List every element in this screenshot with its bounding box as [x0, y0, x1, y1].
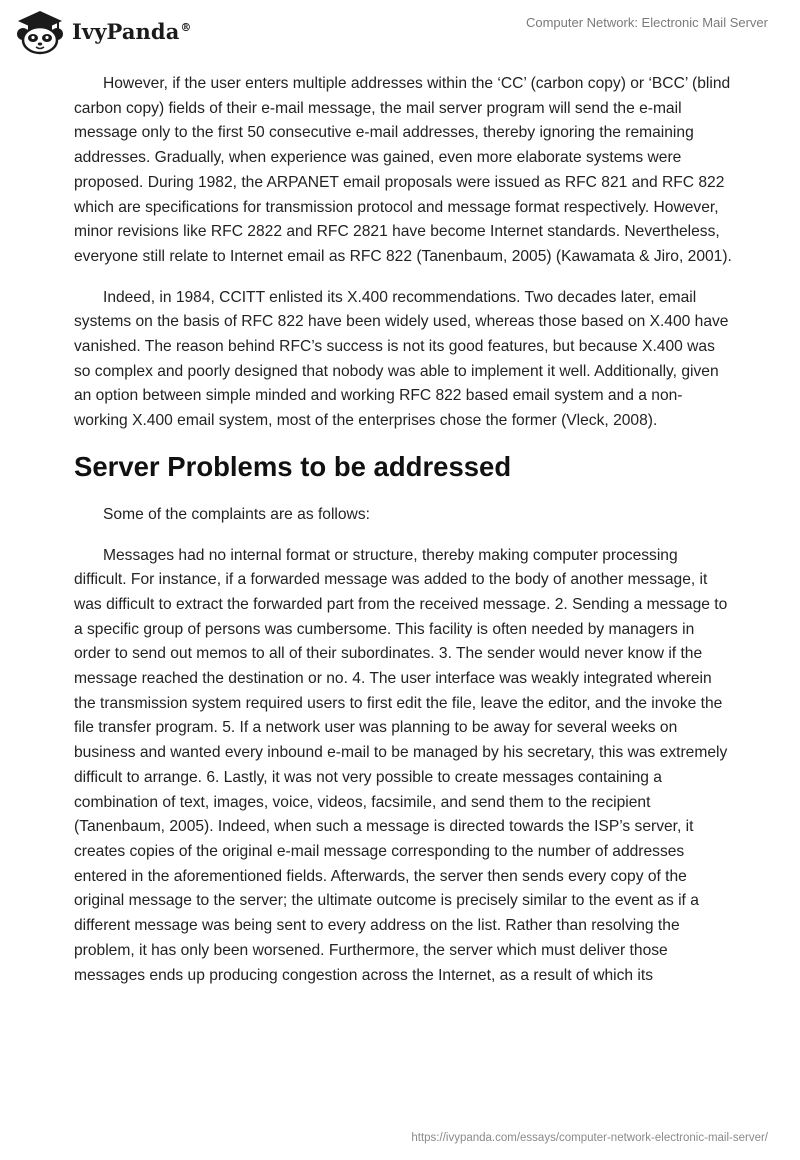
paragraph: Indeed, in 1984, CCITT enlisted its X.400 recommendations. Two decades later, email systems on the basis of RFC 822 have been widely used, whereas those based on X.400 have vanished. The reason behind RFC’s success is not its good features, but because X.400 was so complex and poorly designed that nobody was able to implement it well. Additionally, given an option between simple minded and working RFC 822 based email system and a non-working X.400 email system, most of the enterprises chose the former (Vleck, 2008). — [74, 288, 729, 430]
brand-logo[interactable] — [14, 7, 192, 55]
article-body — [74, 72, 734, 1004]
paragraph: However, if the user enters multiple addresses within the ‘CC’ (carbon copy) or ‘BCC’ (blind carbon copy) fields of their e-mail message, the mail server program will send the e-mail message only to the first 50 consecutive e-mail addresses, thereby ignoring the remaining addresses. Gradually, when experience was gained, even more elaborate systems were proposed. During 1982, the ARPANET email proposals were issued as RFC 821 and RFC 822 which are specifications for transmission protocol and message format respectively. However, minor revisions like RFC 2822 and RFC 2821 have become Internet standards. Nevertheless, everyone still relate to Internet email as RFC 822 (Tanenbaum, 2005) (Kawamata & Jiro, 2001). — [74, 75, 732, 265]
section-heading: Server Problems to be addressed — [74, 450, 512, 482]
document-title: Computer Network: Electronic Mail Server — [525, 15, 768, 30]
page-header — [0, 0, 800, 62]
paragraph: Some of the complaints are as follows: — [103, 505, 370, 523]
source-url[interactable]: https://ivypanda.com/essays/computer-network-electronic-mail-server/ — [411, 1132, 768, 1144]
panda-graduate-icon — [14, 7, 66, 55]
brand-name: IvyPanda® — [72, 18, 192, 44]
paragraph: Messages had no internal format or structure, thereby making computer processing difficult. For instance, if a forwarded message was added to the body of another message, it was difficult to extract the forwarded part from the received message. 2. Sending a message to a specific group of persons was cumbersome. This facility is often needed by managers in order to send out memos to all of their subordinates. 3. The sender would never know if the message reached the destination or no. 4. The user interface was weakly integrated wherein the transmission system required users to first edit the file, leave the editor, and the invoke the file transfer program. 5. If a network user was planning to be away for several weeks on business and wanted every inbound e-mail to be managed by his secretary, this was extremely difficult to arrange. 6. Lastly, it was not very possible to create messages containing a combination of text, images, voice, videos, facsimile, and send them to the recipient (Tanenbaum, 2005). Indeed, when such a message is directed towards the ISP’s server, it creates copies of the original e-mail message corresponding to the number of addresses entered in the aforementioned fields. Afterwards, the server then sends every copy of the original message to the server; the ultimate outcome is precisely similar to the event as if a different message was being sent to every address on the list. Rather than resolving the problem, it has only been worsened. Furthermore, the server which must deliver those messages ends up producing congestion across the Internet, as a result of which its — [74, 546, 728, 984]
